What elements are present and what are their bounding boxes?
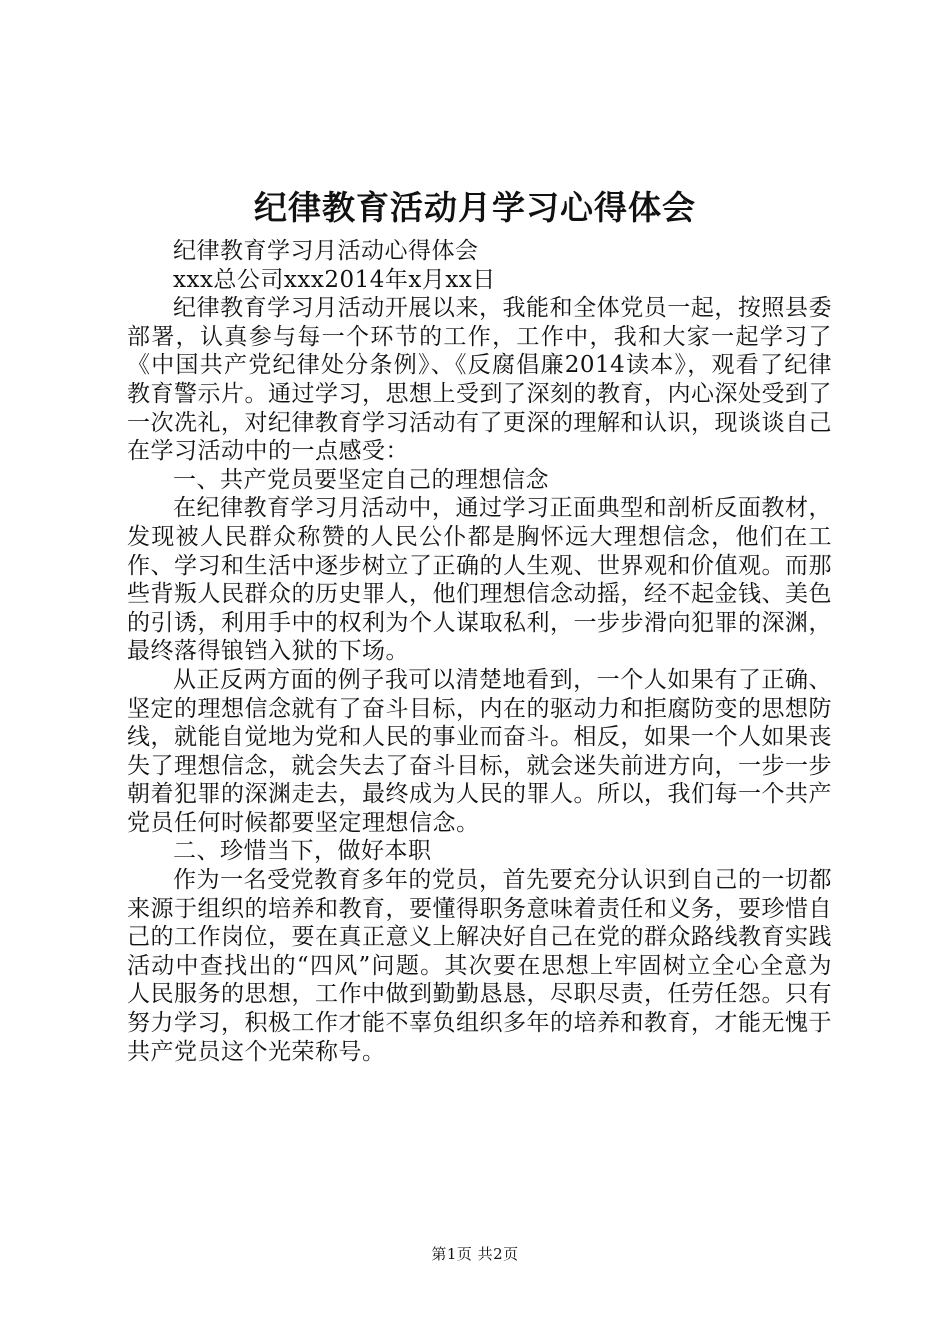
- document-title: 纪律教育活动月学习心得体会: [254, 188, 696, 227]
- body-paragraph: 作为一名受党教育多年的党员，首先要充分认识到自己的一切都来源于组织的培养和教育，要懂得职务意味着责任和义务，要珍惜自己的工作岗位，要在真正意义上解决好自己在党的群众路线教育实践活动中查找出的“四风”问题。其次要在思想上牢固树立全心全意为人民服务的思想，工作中做到勤勤恳恳，尽职尽责，任劳任怨。只有努力学习，积极工作才能不辜负组织多年的培养和教育，才能无愧于共产党员这个光荣称号。: [127, 867, 832, 1065]
- body-paragraph: 从正反两方面的例子我可以清楚地看到，一个人如果有了正确、坚定的理想信念就有了奋斗目标，内在的驱动力和拒腐防变的思想防线，就能自觉地为党和人民的事业而奋斗。相反，如果一个人如果丧失了理想信念，就会失去了奋斗目标，就会迷失前进方向，一步一步朝着犯罪的深渊走去，最终成为人民的罪人。所以，我们每一个共产党员任何时候都要坚定理想信念。: [127, 666, 832, 836]
- intro-paragraph: 纪律教育学习月活动开展以来，我能和全体党员一起，按照县委部署，认真参与每一个环节的工作，工作中，我和大家一起学习了《中国共产党纪律处分条例》、《反腐倡廉2014读本》，观看了纪律教育警示片。通过学习，思想上受到了深刻的教育，内心深处受到了一次冼礼，对纪律教育学习活动有了更深的理解和认识，现谈谈自己在学习活动中的一点感受：: [127, 295, 832, 465]
- document-body: [127, 237, 832, 1066]
- section-heading-2: 二、珍惜当下，做好本职: [173, 838, 432, 865]
- section-heading-1: 一、共产党员要坚定自己的理想信念: [173, 466, 549, 493]
- subtitle-paragraph: 纪律教育学习月活动心得体会: [173, 238, 479, 264]
- byline-paragraph: xxx总公司xxx2014年x月xx日: [173, 266, 496, 293]
- page-number-footer: 第1页 共2页: [431, 1245, 519, 1263]
- body-paragraph: 在纪律教育学习月活动中，通过学习正面典型和剖析反面教材，发现被人民群众称赞的人民公仆都是胸怀远大理想信念，他们在工作、学习和生活中逐步树立了正确的人生观、世界观和价值观。而那些背叛人民群众的历史罪人，他们理想信念动摇，经不起金钱、美色的引诱，利用手中的权利为个人谋取私利，一步步滑向犯罪的深渊，最终落得锒铛入狱的下场。: [127, 495, 832, 665]
